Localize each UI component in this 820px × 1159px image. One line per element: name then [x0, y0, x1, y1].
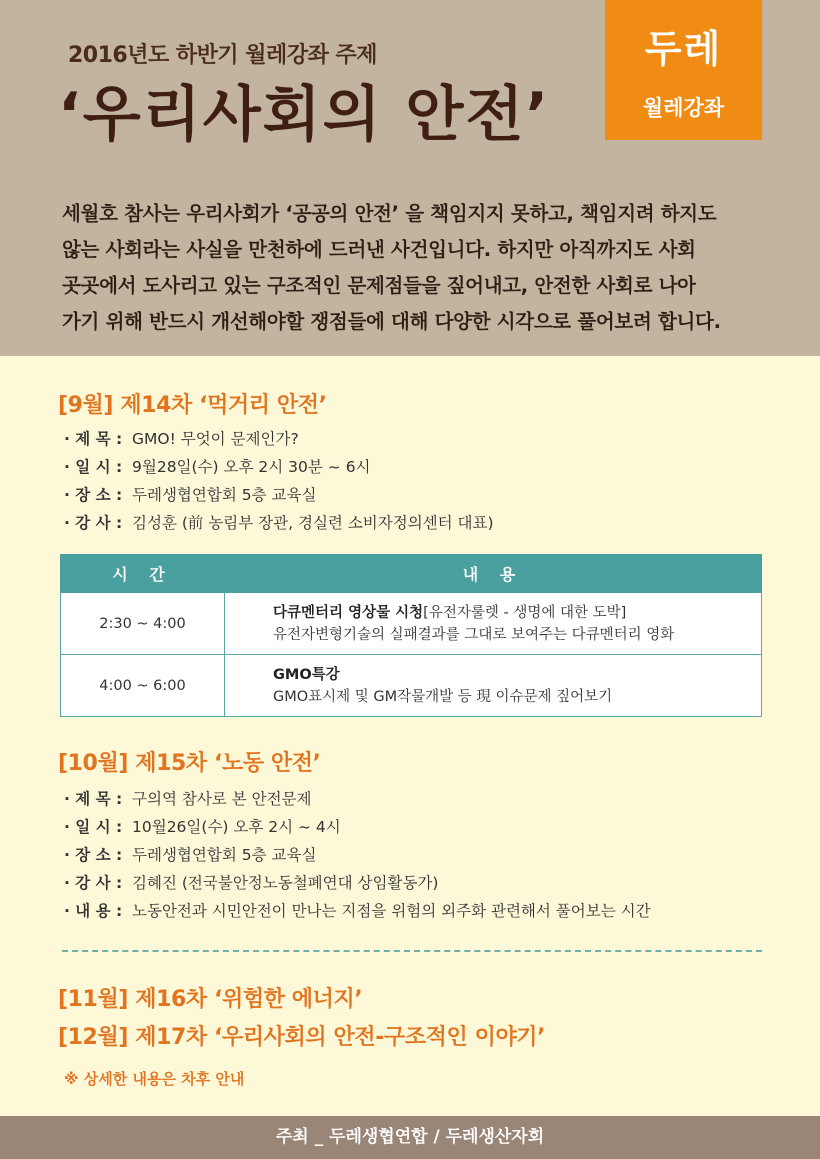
dashed-divider — [62, 950, 762, 952]
info-item — [64, 896, 651, 924]
info-label: · 강 사 : — [64, 874, 123, 892]
info-label: · 일 시 : — [64, 818, 123, 836]
content-column-header: 내 용 — [225, 555, 762, 593]
info-label: · 일 시 : — [64, 458, 123, 476]
time-column-header: 시 간 — [61, 555, 225, 593]
session-title-extra: [유전자룰렛 - 생명에 대한 도박] — [423, 604, 627, 621]
info-value: 김성훈 (前 농림부 장관, 경실련 소비자정의센터 대표) — [132, 514, 494, 532]
info-label: · 제 목 : — [64, 430, 123, 448]
info-label: · 강 사 : — [64, 514, 123, 532]
info-item — [64, 812, 651, 840]
intro-line: 곳곳에서 도사리고 있는 구조적인 문제점들을 짚어내고, 안전한 사회로 나아 — [62, 274, 696, 297]
info-item — [64, 508, 494, 536]
content-cell — [225, 593, 762, 655]
logo-subtitle: 월레강좌 — [642, 96, 725, 120]
session-title: GMO특강 — [273, 666, 340, 683]
info-item — [64, 424, 494, 452]
session-title: 다큐멘터리 영상물 시청 — [273, 604, 424, 621]
intro-line: 세월호 참사는 우리사회가 ‘공공의 안전’ 을 책임지지 못하고, 책임지려 하지도 — [62, 202, 717, 225]
info-label: · 내 용 : — [64, 902, 123, 920]
info-label: · 제 목 : — [64, 790, 123, 808]
notice-text: ※ 상세한 내용은 차후 안내 — [64, 1070, 245, 1088]
info-item — [64, 840, 651, 868]
info-value: 노동안전과 시민안전이 만나는 지점을 위험의 외주화 관련해서 풀어보는 시간 — [132, 902, 651, 920]
intro-line: 가기 위해 반드시 개선해야할 쟁점들에 대해 다양한 시각으로 풀어보려 합니다. — [62, 310, 721, 333]
logo-mark: 두레 — [644, 26, 723, 71]
header-banner — [0, 0, 820, 356]
november-section-title: [11월] 제16차 ‘위험한 에너지’ — [58, 987, 363, 1012]
info-value: 두레생협연합회 5층 교육실 — [132, 486, 317, 504]
intro-paragraph — [62, 196, 774, 340]
table-row — [61, 655, 762, 717]
intro-line: 않는 사회라는 사실을 만천하에 드러낸 사건입니다. 하지만 아직까지도 사회 — [62, 238, 696, 261]
series-subtitle: 2016년도 하반기 월레강좌 주제 — [68, 43, 377, 68]
content-cell — [225, 655, 762, 717]
footer-organizers: 주최 _ 두레생협연합 / 두레생산자회 — [0, 1116, 820, 1159]
info-value: 구의역 참사로 본 안전문제 — [132, 790, 312, 808]
info-item — [64, 868, 651, 896]
table-row — [61, 593, 762, 655]
october-info-list — [64, 784, 651, 924]
time-cell: 2:30 ~ 4:00 — [61, 593, 225, 655]
info-value: GMO! 무엇이 문제인가? — [132, 430, 299, 448]
september-info-list — [64, 424, 494, 536]
dure-logo — [605, 0, 762, 140]
info-label: · 장 소 : — [64, 486, 123, 504]
september-section-title: [9월] 제14차 ‘먹거리 안전’ — [58, 393, 327, 418]
info-value: 김혜진 (전국불안정노동철폐연대 상임활동가) — [132, 874, 439, 892]
info-value: 9월28일(수) 오후 2시 30분 ~ 6시 — [132, 458, 371, 476]
info-item — [64, 480, 494, 508]
info-value: 두레생협연합회 5층 교육실 — [132, 846, 317, 864]
december-section-title: [12월] 제17차 ‘우리사회의 안전-구조적인 이야기’ — [58, 1025, 546, 1050]
table-header-row — [61, 555, 762, 593]
main-title: ‘우리사회의 안전’ — [58, 80, 551, 150]
session-description: 유전자변형기술의 실패결과를 그대로 보여주는 다큐멘터리 영화 — [273, 626, 675, 643]
info-value: 10월26일(수) 오후 2시 ~ 4시 — [132, 818, 341, 836]
info-label: · 장 소 : — [64, 846, 123, 864]
schedule-table — [60, 554, 762, 717]
info-item — [64, 452, 494, 480]
info-item — [64, 784, 651, 812]
october-section-title: [10월] 제15차 ‘노동 안전’ — [58, 751, 321, 776]
time-cell: 4:00 ~ 6:00 — [61, 655, 225, 717]
session-description: GMO표시제 및 GM작물개발 등 現 이슈문제 짚어보기 — [273, 688, 613, 705]
